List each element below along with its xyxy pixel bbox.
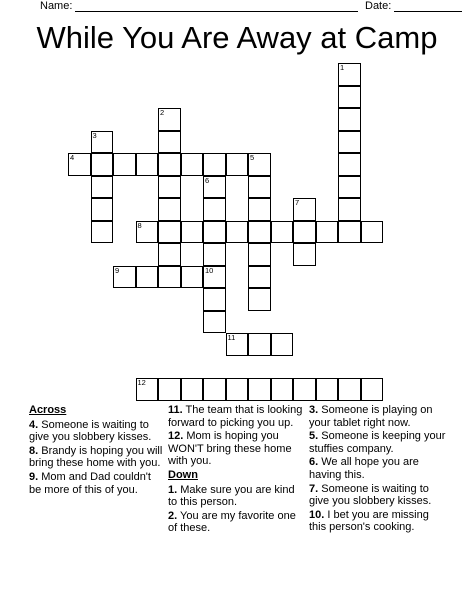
cell-number: 4 — [70, 153, 75, 162]
crossword-cell[interactable] — [91, 198, 114, 221]
clues-column-3 — [309, 404, 449, 535]
date-label: Date: — [365, 0, 392, 12]
cell-number: 2 — [160, 108, 165, 117]
clues-column-1 — [29, 404, 164, 497]
crossword-cell[interactable] — [226, 153, 249, 176]
crossword-cell[interactable] — [158, 198, 181, 221]
clue-text: Make sure you are kind to this person. — [168, 483, 295, 509]
crossword-cell[interactable] — [248, 198, 271, 221]
crossword-cell[interactable] — [181, 153, 204, 176]
cell-number: 7 — [295, 198, 300, 207]
crossword-cell[interactable] — [158, 378, 181, 401]
clue-text: Mom and Dad couldn't be more of this of you. — [29, 470, 151, 496]
crossword-cell[interactable] — [68, 153, 91, 176]
clue-text: We all hope you are having this. — [309, 456, 419, 481]
crossword-cell[interactable] — [293, 198, 316, 221]
crossword-cell[interactable] — [248, 378, 271, 401]
down-heading: Down — [168, 468, 198, 481]
clue-text: Someone is waiting to give you slobbery kisses. — [309, 482, 432, 508]
crossword-cell[interactable] — [203, 266, 226, 289]
clue-across-9 — [29, 471, 164, 496]
clue-down-10 — [309, 509, 449, 534]
crossword-cell[interactable] — [338, 108, 361, 131]
crossword-cell[interactable] — [338, 221, 361, 244]
crossword-cell[interactable] — [338, 198, 361, 221]
clue-text: The team that is looking forward to picking you up. — [168, 404, 303, 429]
crossword-cell[interactable] — [248, 153, 271, 176]
crossword-cell[interactable] — [226, 333, 249, 356]
crossword-cell[interactable] — [226, 221, 249, 244]
crossword-cell[interactable] — [203, 198, 226, 221]
cell-number: 6 — [205, 175, 210, 185]
clue-text: You are my favorite one of these. — [168, 509, 296, 535]
crossword-cell[interactable] — [226, 378, 249, 401]
clues-column-2 — [168, 404, 306, 536]
crossword-cell[interactable] — [338, 131, 361, 154]
crossword-cell[interactable] — [158, 221, 181, 244]
crossword-cell[interactable] — [158, 266, 181, 289]
clue-number: 4. — [29, 418, 39, 431]
cell-number: 3 — [92, 130, 97, 140]
crossword-cell[interactable] — [271, 333, 294, 356]
clue-down-1 — [168, 484, 306, 509]
crossword-cell[interactable] — [113, 266, 136, 289]
crossword-cell[interactable] — [136, 221, 159, 244]
crossword-cell[interactable] — [136, 153, 159, 176]
clue-down-7 — [309, 483, 449, 508]
crossword-cell[interactable] — [248, 176, 271, 199]
crossword-cell[interactable] — [361, 221, 384, 244]
crossword-cell[interactable] — [316, 378, 339, 401]
crossword-cell[interactable] — [248, 333, 271, 356]
clue-across-8 — [29, 445, 164, 470]
crossword-cell[interactable] — [203, 153, 226, 176]
crossword-cell[interactable] — [293, 221, 316, 244]
crossword-cell[interactable] — [136, 378, 159, 401]
crossword-cell[interactable] — [203, 378, 226, 401]
crossword-cell[interactable] — [361, 378, 384, 401]
clue-down-3 — [309, 404, 449, 429]
crossword-cell[interactable] — [181, 266, 204, 289]
across-heading: Across — [29, 404, 67, 416]
clue-across-12 — [168, 430, 306, 468]
cell-number: 5 — [250, 153, 255, 162]
crossword-cell[interactable] — [158, 176, 181, 199]
clue-down-6 — [309, 456, 449, 481]
cell-number: 12 — [137, 378, 146, 387]
crossword-cell[interactable] — [181, 221, 204, 244]
clue-number: 12. — [168, 430, 184, 443]
crossword-cell[interactable] — [293, 378, 316, 401]
crossword-cell[interactable] — [316, 221, 339, 244]
clue-number: 11. — [168, 404, 183, 416]
crossword-cell[interactable] — [91, 153, 114, 176]
cell-number: 10 — [205, 265, 214, 275]
crossword-cell[interactable] — [91, 176, 114, 199]
cell-number: 1 — [340, 63, 345, 72]
clue-text: Someone is keeping your stuffies company. — [309, 430, 446, 455]
clue-across-11 — [168, 404, 306, 429]
crossword-cell[interactable] — [203, 243, 226, 266]
clue-text: I bet you are missing this person's cooking. — [309, 508, 429, 534]
crossword-cell[interactable] — [293, 243, 316, 266]
crossword-cell[interactable] — [203, 221, 226, 244]
crossword-cell[interactable] — [158, 131, 181, 154]
crossword-cell[interactable] — [113, 153, 136, 176]
crossword-cell[interactable] — [271, 378, 294, 401]
clue-number: 6. — [309, 456, 319, 469]
crossword-cell[interactable] — [158, 108, 181, 131]
clue-number: 10. — [309, 508, 325, 521]
clue-number: 9. — [29, 470, 39, 483]
clue-down-5 — [309, 430, 449, 455]
clue-text: Someone is playing on your tablet right now. — [309, 404, 433, 429]
crossword-cell[interactable] — [248, 221, 271, 244]
clue-number: 1. — [168, 483, 178, 496]
clue-number: 5. — [309, 430, 319, 443]
crossword-cell[interactable] — [338, 176, 361, 199]
crossword-cell[interactable] — [158, 153, 181, 176]
clue-number: 8. — [29, 444, 39, 457]
crossword-cell[interactable] — [203, 311, 226, 334]
clue-text: Mom is hoping you WON'T bring these home with you. — [168, 430, 292, 468]
cell-number: 9 — [115, 265, 120, 275]
clue-text: Brandy is hoping you will bring these home with you. — [29, 444, 163, 470]
crossword-cell[interactable] — [338, 63, 361, 86]
page-title: While You Are Away at Camp — [36, 20, 438, 55]
crossword-cell[interactable] — [203, 288, 226, 311]
crossword-cell[interactable] — [91, 221, 114, 244]
clue-number: 2. — [168, 509, 178, 522]
crossword-cell[interactable] — [248, 243, 271, 266]
crossword-cell[interactable] — [248, 266, 271, 289]
crossword-cell[interactable] — [248, 288, 271, 311]
crossword-cell[interactable] — [203, 176, 226, 199]
crossword-cell[interactable] — [181, 378, 204, 401]
clue-across-4 — [29, 419, 164, 444]
cell-number: 11 — [227, 333, 236, 342]
crossword-cell[interactable] — [158, 243, 181, 266]
crossword-cell[interactable] — [338, 153, 361, 176]
name-label: Name: — [40, 0, 73, 12]
crossword-cell[interactable] — [338, 86, 361, 109]
crossword-cell[interactable] — [338, 378, 361, 401]
crossword-cell[interactable] — [136, 266, 159, 289]
crossword-cell[interactable] — [271, 221, 294, 244]
clue-text: Someone is waiting to give you slobbery kisses. — [29, 418, 152, 444]
crossword-cell[interactable] — [91, 131, 114, 154]
clue-down-2 — [168, 510, 306, 535]
clue-number: 7. — [309, 482, 319, 495]
cell-number: 8 — [137, 220, 142, 230]
clue-number: 3. — [309, 404, 319, 416]
